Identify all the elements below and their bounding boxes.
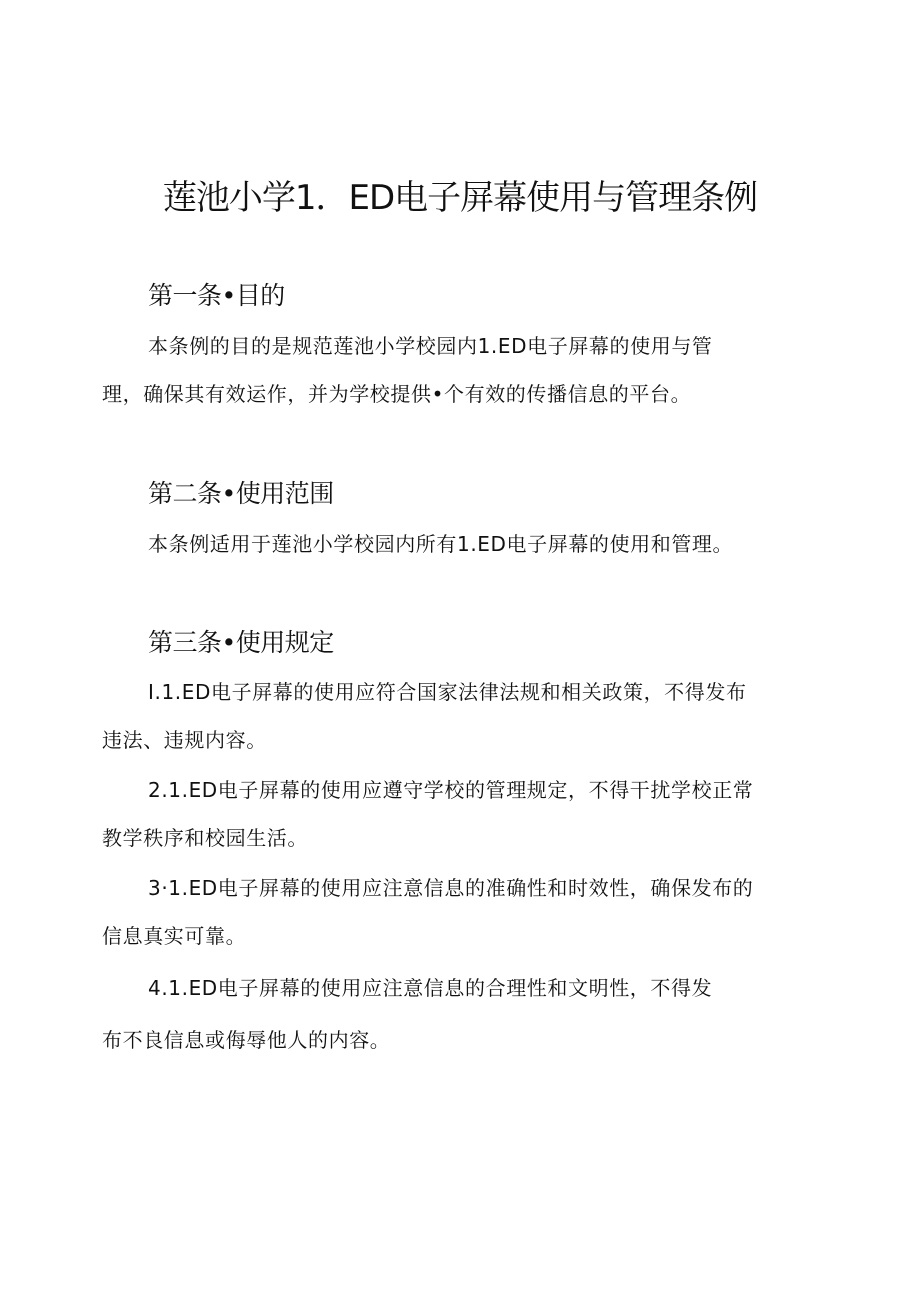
section-2-heading: 第二条•使用范围: [148, 479, 334, 508]
paragraph-line: 信息真实可靠。: [102, 924, 247, 948]
paragraph-line: 教学秩序和校园生活。: [102, 826, 308, 850]
section-1-paragraph: [102, 322, 822, 418]
paragraph-line: 布不良信息或侮辱他人的内容。: [102, 1028, 391, 1052]
section-1-heading: 第一条•目的: [148, 281, 285, 310]
rule-item-3: [102, 864, 822, 960]
rule-item-4: [102, 964, 822, 1064]
paragraph-line: 4.1.ED电子屏幕的使用应注意信息的合理性和文明性，不得发: [148, 976, 713, 1000]
paragraph-line: 理，确保其有效运作，并为学校提供•个有效的传播信息的平台。: [102, 382, 692, 406]
paragraph-line: 3·1.ED电子屏幕的使用应注意信息的准确性和时效性，确保发布的: [148, 876, 754, 900]
document-title: 莲池小学1．ED电子屏幕使用与管理条例: [162, 178, 758, 218]
section-3-heading: 第三条•使用规定: [148, 628, 334, 657]
paragraph-line: 本条例的目的是规范莲池小学校园内1.ED电子屏幕的使用与管: [148, 334, 713, 358]
paragraph-line: 本条例适用于莲池小学校园内所有1.ED电子屏幕的使用和管理。: [148, 532, 734, 556]
paragraph-line: I.1.ED电子屏幕的使用应符合国家法律法规和相关政策，不得发布: [148, 680, 747, 704]
section-2-paragraph: [102, 520, 822, 568]
rule-item-1: [102, 668, 822, 764]
paragraph-line: 2.1.ED电子屏幕的使用应遵守学校的管理规定，不得干扰学校正常: [148, 778, 754, 802]
rule-item-2: [102, 766, 822, 862]
paragraph-line: 违法、违规内容。: [102, 728, 267, 752]
